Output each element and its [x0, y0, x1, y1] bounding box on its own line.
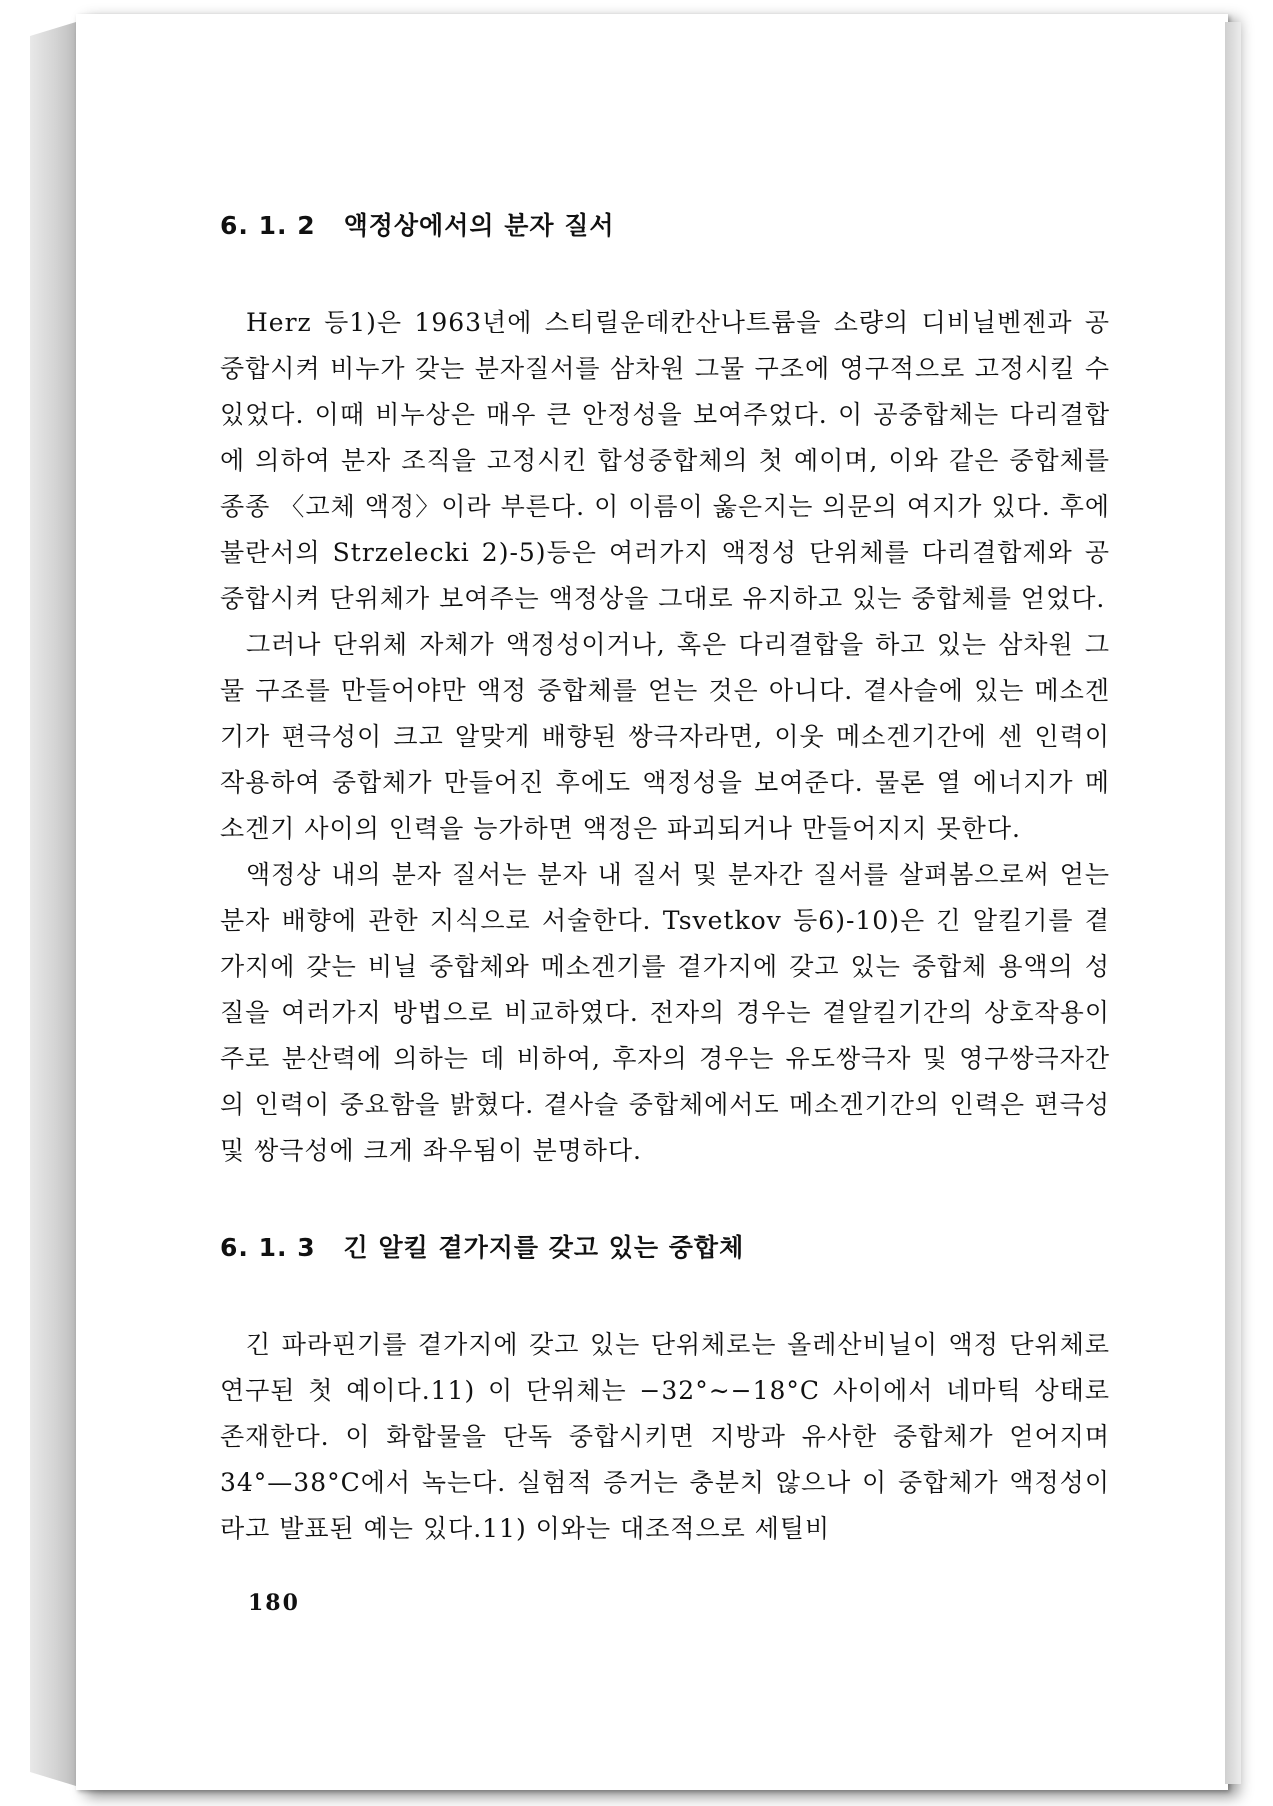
paragraph: 그러나 단위체 자체가 액정성이거나, 혹은 다리결합을 하고 있는 삼차원 그물 구조를 만들어야만 액정 중합체를 얻는 것은 아니다. 곁사슬에 있는 메소겐기가 편극성이 크고 알맞게 배향된 쌍극자라면, 이웃 메소겐기간에 센 인력이 작용하여 중합체가 만들어진 후에도 액정성을 보여준다. 물론 열 에너지가 메소겐기 사이의 인력을 능가하면 액정은 파괴되거나 만들어지지 못한다.	[220, 630, 1110, 843]
section-number: 6. 1. 3	[220, 1233, 316, 1262]
section-title: 긴 알킬 곁가지를 갖고 있는 중합체	[343, 1233, 745, 1262]
section-heading-6-1-3	[220, 1228, 1110, 1264]
page-right-edge	[1225, 22, 1241, 1784]
paragraph: Herz 등1)은 1963년에 스티릴운데칸산나트륨을 소량의 디비닐벤젠과 공중합시켜 비누가 갖는 분자질서를 삼차원 그물 구조에 영구적으로 고정시킬 수 있었다. 이때 비누상은 매우 큰 안정성을 보여주었다. 이 공중합체는 다리결합에 의하여 분자 조직을 고정시킨 합성중합체의 첫 예이며, 이와 같은 중합체를 종종 〈고체 액정〉이라 부른다. 이 이름이 옳은지는 의문의 여지가 있다. 후에 불란서의 Strzelecki 2)-5)등은 여러가지 액정성 단위체를 다리결합제와 공중합시켜 단위체가 보여주는 액정상을 그대로 유지하고 있는 중합체를 얻었다.	[220, 308, 1110, 613]
section-number: 6. 1. 2	[220, 211, 316, 240]
paragraph: 긴 파라핀기를 곁가지에 갖고 있는 단위체로는 올레산비닐이 액정 단위체로 연구된 첫 예이다.11) 이 단위체는 −32°∼−18°C 사이에서 네마틱 상태로 존재한다. 이 화합물을 단독 중합시키면 지방과 유사한 중합체가 얻어지며 34°—38°C에서 녹는다. 실험적 증거는 충분치 않으나 이 중합체가 액정성이라고 발표된 예는 있다.11) 이와는 대조적으로 세틸비	[220, 1330, 1110, 1543]
page-content	[220, 206, 1110, 1552]
section-title: 액정상에서의 분자 질서	[343, 211, 615, 240]
book-spine-edge	[30, 22, 76, 1786]
section-heading-6-1-2	[220, 206, 1110, 242]
page-number: 180	[248, 1590, 300, 1616]
paragraph: 액정상 내의 분자 질서는 분자 내 질서 및 분자간 질서를 살펴봄으로써 얻는 분자 배향에 관한 지식으로 서술한다. Tsvetkov 등6)-10)은 긴 알킬기를 곁가지에 갖는 비닐 중합체와 메소겐기를 곁가지에 갖고 있는 중합체 용액의 성질을 여러가지 방법으로 비교하였다. 전자의 경우는 곁알킬기간의 상호작용이 주로 분산력에 의하는 데 비하여, 후자의 경우는 유도쌍극자 및 영구쌍극자간의 인력이 중요함을 밝혔다. 곁사슬 중합체에서도 메소겐기간의 인력은 편극성 및 쌍극성에 크게 좌우됨이 분명하다.	[220, 860, 1110, 1165]
